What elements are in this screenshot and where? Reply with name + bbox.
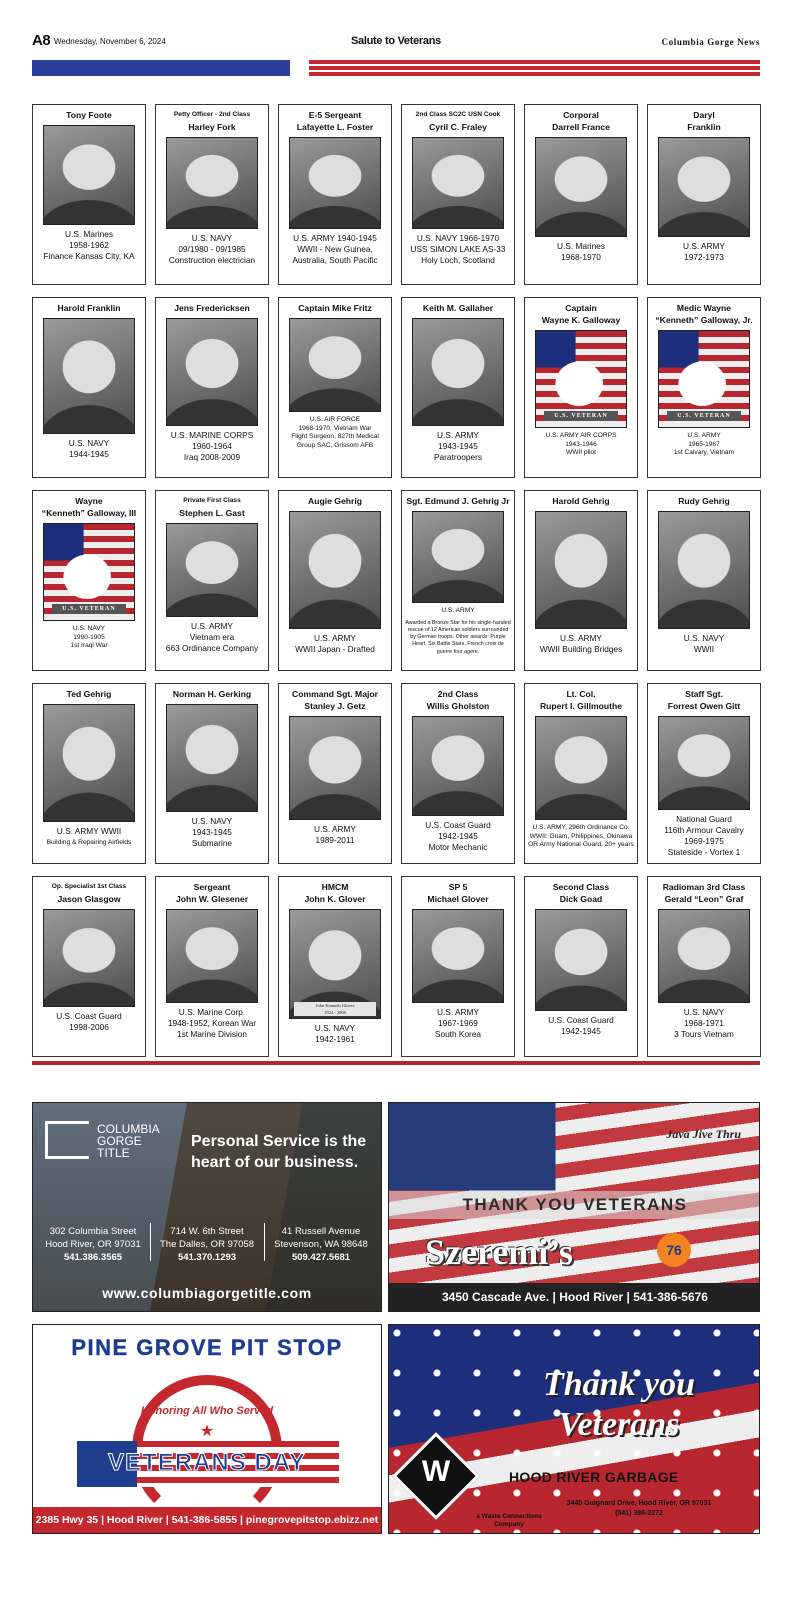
veteran-full-name: Stephen L. Gast <box>179 508 245 518</box>
service-line: 1967-1969 <box>438 1018 478 1028</box>
service-line: U.S. NAVY <box>314 1023 356 1033</box>
veteran-card <box>524 490 638 671</box>
service-line: USS SIMON LAKE AS-33 <box>410 244 506 254</box>
ad-pine-grove-pit-stop[interactable] <box>32 1324 382 1534</box>
veteran-photo <box>43 909 135 1007</box>
service-line: WWII: Guam, Philippines, Okinawa <box>529 832 633 840</box>
veteran-name <box>427 688 489 712</box>
veteran-card <box>278 683 392 864</box>
sz-contact-bar: 3450 Cascade Ave. | Hood River | 541-386-5676 <box>389 1283 760 1311</box>
service-line: 1942-1945 <box>561 1026 601 1036</box>
veteran-card <box>401 490 515 671</box>
service-line: WWII Japan - Drafted <box>295 644 375 654</box>
service-line: U.S. ARMY AIR CORPS <box>545 432 617 439</box>
service-line: Motor Mechanic <box>428 842 488 852</box>
service-line: Holy Loch, Scotland <box>421 255 495 265</box>
veteran-rank: Daryl <box>693 110 715 120</box>
service-line: Australia, South Pacific <box>292 255 378 265</box>
hr-thank-you: Thank you Veterans <box>542 1366 696 1443</box>
veteran-card <box>401 876 515 1057</box>
service-line: 1943-1945 <box>438 441 478 451</box>
veteran-card <box>278 297 392 478</box>
veteran-photo <box>289 318 381 412</box>
veteran-full-name: Franklin <box>687 122 721 132</box>
veteran-full-name: “Kenneth” Galloway, Jr. <box>655 315 753 325</box>
cgt-office-hood-river: 302 Columbia Street Hood River, OR 97031 541.386.3565 <box>45 1226 141 1263</box>
service-line: 1960-1964 <box>192 441 232 451</box>
veteran-card <box>278 490 392 671</box>
cgt-office-the-dalles: 714 W. 6th Street The Dalles, OR 97058 541.370.1293 <box>160 1226 254 1263</box>
veteran-name <box>179 495 244 519</box>
service-line: U.S. NAVY 1966-1970 <box>416 233 500 243</box>
veteran-full-name: Rudy Gehrig <box>678 496 730 506</box>
pg-title: PINE GROVE PIT STOP <box>71 1335 343 1360</box>
cgt-office-stevenson: 41 Russell Avenue Stevenson, WA 98648 509.427.5681 <box>274 1226 368 1263</box>
photo-caption: John Kenneth Glover 1924 - 2006 <box>294 1002 376 1016</box>
us-veteran-banner: U.S. VETERAN <box>52 604 126 614</box>
veteran-name <box>174 302 249 314</box>
veteran-rank: Lt. Col. <box>566 689 596 699</box>
w-logo-icon: W <box>421 1455 451 1488</box>
veteran-card <box>524 876 638 1057</box>
veteran-photo <box>535 909 627 1011</box>
section-divider <box>32 1061 760 1065</box>
veteran-name <box>678 495 730 507</box>
veteran-full-name: Jens Fredericksen <box>174 303 250 313</box>
veteran-name <box>427 881 488 905</box>
service-line: WWII <box>693 644 715 654</box>
veteran-full-name: Ted Gehrig <box>66 689 112 699</box>
ad-szeremis[interactable] <box>388 1102 760 1312</box>
veteran-name <box>66 109 112 121</box>
veteran-card <box>278 104 392 285</box>
veteran-card <box>32 876 146 1057</box>
veteran-photo <box>412 909 504 1003</box>
service-info <box>168 1007 256 1040</box>
sz-thank-you: THANK YOU VETERANS <box>389 1191 760 1219</box>
service-line: 1943-1945 <box>192 827 232 837</box>
service-line: 1st Marine Division <box>176 1029 248 1039</box>
service-line: 1968-1970 <box>561 252 601 262</box>
veteran-card <box>647 683 761 864</box>
ad-columbia-gorge-title[interactable] <box>32 1102 382 1312</box>
veteran-rank: E-5 Sergeant <box>308 110 362 120</box>
pg-contact-bar: 2385 Hwy 35 | Hood River | 541-386-5855 | pinegrovepitstop.ebizz.net <box>33 1507 381 1533</box>
veteran-rank: Medic Wayne <box>676 303 732 313</box>
service-info <box>43 229 134 262</box>
service-line: 1st Iraqi War <box>70 642 108 650</box>
service-line: WWII - New Guinea, <box>297 244 373 254</box>
service-info <box>557 241 605 263</box>
red-stripes <box>309 60 760 76</box>
veteran-rank: Corporal <box>563 110 599 120</box>
service-info <box>674 432 734 458</box>
veteran-photo <box>289 137 381 229</box>
veteran-name <box>67 688 112 700</box>
veteran-full-name: Harold Franklin <box>57 303 121 313</box>
service-info <box>291 416 379 450</box>
page-number: A8 <box>32 32 51 49</box>
veteran-photo <box>166 318 258 426</box>
service-line: Construction electrician <box>168 255 256 265</box>
service-line: Building & Repairing Airfields <box>46 839 132 846</box>
veteran-flag-graphic <box>43 523 135 621</box>
service-info <box>425 820 490 853</box>
veteran-card <box>278 876 392 1057</box>
service-line: WWII pilot <box>565 449 597 457</box>
veteran-card <box>647 876 761 1057</box>
veteran-full-name: Stanley J. Getz <box>304 701 366 711</box>
veteran-rank: Op. Specialist 1st Class <box>51 883 127 890</box>
veteran-photo <box>535 511 627 629</box>
veteran-rank: SP 5 <box>448 882 468 892</box>
service-info <box>434 430 482 463</box>
veteran-name <box>304 881 365 905</box>
service-info <box>548 1015 613 1037</box>
newspaper-name: Columbia Gorge News <box>661 37 760 47</box>
service-info <box>540 633 623 655</box>
service-info <box>70 625 107 651</box>
service-line: 3 Tours Vietnam <box>674 1029 734 1039</box>
section-title: Salute to Veterans <box>351 35 441 47</box>
veteran-name <box>553 881 609 905</box>
service-info <box>683 241 725 263</box>
hr-waste-connections: a Waste Connections Company <box>476 1513 542 1528</box>
service-line: South Korea <box>434 1029 482 1039</box>
us-veteran-banner: U.S. VETERAN <box>667 411 741 421</box>
cgt-logo-text: COLUMBIA GORGE TITLE <box>97 1122 160 1160</box>
service-line: U.S. ARMY WWII <box>56 826 122 836</box>
veteran-card <box>401 104 515 285</box>
veteran-photo <box>289 909 381 1019</box>
service-line: U.S. ARMY <box>441 607 475 614</box>
service-line: U.S. ARMY <box>314 633 356 643</box>
veteran-full-name: Willis Gholston <box>426 701 490 711</box>
service-line: U.S. AIR FORCE <box>309 416 361 423</box>
service-info <box>684 633 724 655</box>
service-line: 1958-1962 <box>69 240 109 250</box>
service-line: 1972-1973 <box>684 252 724 262</box>
service-info <box>674 1007 734 1040</box>
service-info <box>295 633 375 655</box>
veteran-name <box>668 688 741 712</box>
veteran-name <box>687 109 720 133</box>
veteran-photo <box>289 511 381 629</box>
service-line: Vietnam era <box>189 632 235 642</box>
veteran-photo <box>412 511 504 603</box>
veteran-full-name: Harold Gehrig <box>552 496 610 506</box>
veteran-card <box>401 683 515 864</box>
veteran-card <box>401 297 515 478</box>
veteran-full-name: Augie Gehrig <box>308 496 362 506</box>
page-header <box>32 32 760 50</box>
service-line: U.S. ARMY <box>687 432 721 439</box>
veteran-name <box>173 688 251 700</box>
veteran-name <box>292 688 378 712</box>
veteran-full-name: Dick Goad <box>559 894 603 904</box>
veteran-photo <box>166 909 258 1003</box>
service-line: U.S. ARMY <box>314 824 356 834</box>
service-line: U.S. Marine Corp. <box>178 1007 246 1017</box>
service-line: U.S. NAVY <box>68 438 110 448</box>
szeremis-logo: Szeremi’s <box>425 1232 573 1272</box>
service-line: U.S. ARMY <box>437 430 479 440</box>
veteran-photo <box>412 318 504 426</box>
service-info <box>435 1007 481 1040</box>
veteran-card <box>647 297 761 478</box>
veteran-rank: Captain <box>565 303 597 313</box>
veteran-name <box>42 495 136 519</box>
service-info <box>314 824 356 846</box>
service-line: 1965-1967 <box>688 440 720 448</box>
veteran-card <box>524 104 638 285</box>
service-line: 1998-2006 <box>69 1022 109 1032</box>
service-line: 1st Calvary, Vietnam <box>673 449 735 457</box>
veteran-photo <box>43 125 135 225</box>
veteran-photo <box>535 716 627 820</box>
pg-honoring-text: Honoring All Who Served <box>140 1405 274 1417</box>
veteran-full-name: Michael Glover <box>427 894 489 904</box>
service-line: Stateside - Vortex 1 <box>667 847 741 857</box>
veteran-card <box>155 297 269 478</box>
service-line: U.S. MARINE CORPS <box>170 430 254 440</box>
service-line: Group SAC, Grissom AFB <box>296 441 374 449</box>
veteran-name <box>542 302 620 326</box>
service-info <box>166 621 258 654</box>
service-info <box>546 432 617 458</box>
veteran-rank: 2nd Class SC2C USN Cook <box>415 111 501 118</box>
veteran-photo <box>658 511 750 629</box>
veteran-card <box>647 490 761 671</box>
issue-date: Wednesday, November 6, 2024 <box>54 37 166 46</box>
veteran-rank: Command Sgt. Major <box>292 689 378 699</box>
veterans-grid <box>32 104 760 1060</box>
service-line: U.S. ARMY <box>683 241 725 251</box>
veteran-card <box>32 104 146 285</box>
veteran-full-name: Lafayette L. Foster <box>296 122 374 132</box>
veteran-card <box>647 104 761 285</box>
veteran-rank: Petty Officer - 2nd Class <box>173 111 251 118</box>
veteran-card <box>32 683 146 864</box>
veteran-full-name: Rupert I. Gillmouthe <box>539 701 623 711</box>
service-line: 1968-1971 <box>684 1018 724 1028</box>
service-line: National Guard <box>676 814 732 824</box>
veteran-photo <box>289 716 381 820</box>
service-line: Flight Surgeon, 827th Medical <box>291 433 379 441</box>
veteran-rank: Private First Class <box>183 497 241 504</box>
veteran-full-name: Tony Foote <box>66 110 112 120</box>
veteran-full-name: Norman H. Gerking <box>172 689 252 699</box>
veteran-photo <box>412 716 504 816</box>
service-line: 1968-1970, Vietnam War <box>298 424 372 432</box>
service-info <box>664 814 744 858</box>
veteran-full-name: Keith M. Gallaher <box>422 303 494 313</box>
service-line: U.S. ARMY <box>560 633 602 643</box>
veteran-rank: HMCM <box>321 882 349 892</box>
service-line: U.S. Coast Guard <box>548 1015 614 1025</box>
veteran-name <box>663 881 746 905</box>
service-line: 116th Armour Cavalry <box>664 825 744 835</box>
veteran-card <box>155 490 269 671</box>
service-line: 1942-1945 <box>438 831 478 841</box>
veteran-card <box>155 683 269 864</box>
service-line: U.S. NAVY <box>683 633 725 643</box>
service-line: 1942-1961 <box>315 1034 355 1044</box>
veteran-name <box>52 881 126 905</box>
service-line: 1944-1945 <box>69 449 109 459</box>
service-line: U.S. NAVY <box>683 1007 725 1017</box>
service-line: Finance Kansas City, KA <box>43 251 135 261</box>
service-line: U.S. ARMY, 296th Ordinance Co. <box>532 824 630 831</box>
star-icon: ★ <box>199 1423 215 1440</box>
java-jive-logo: Java Jive Thru <box>666 1127 741 1141</box>
veteran-full-name: John K. Glover <box>304 894 366 904</box>
veteran-rank: Radioman 3rd Class <box>662 882 746 892</box>
veteran-photo <box>43 704 135 822</box>
veteran-full-name: Gerald “Leon” Graf <box>664 894 744 904</box>
cgt-tagline: Personal Service is the heart of our business. <box>191 1133 367 1171</box>
service-info <box>528 824 634 850</box>
veteran-full-name: Wayne K. Galloway <box>541 315 621 325</box>
veteran-rank: Staff Sgt. <box>685 689 723 699</box>
veteran-name <box>298 302 372 314</box>
service-line: Awarded a Bronze Star for his single-handed rescue of 12 American soldiers surrounded by German troops. Other awards: Purple Heart, Six Battle Stars, French croix de guerre four agere. <box>405 619 511 655</box>
ad-hood-river-garbage[interactable] <box>388 1324 760 1534</box>
veteran-card <box>155 876 269 1057</box>
service-line: U.S. Coast Guard <box>56 1011 122 1021</box>
cgt-website-link[interactable]: www.columbiagorgetitle.com <box>102 1285 312 1301</box>
veteran-name <box>406 495 509 507</box>
service-info <box>69 438 109 460</box>
veteran-full-name: “Kenneth” Galloway, III <box>41 508 137 518</box>
service-info <box>171 430 254 463</box>
veteran-full-name: Jason Glasgow <box>57 894 121 904</box>
veteran-card <box>524 683 638 864</box>
service-line: 1948-1952, Korean War <box>167 1018 257 1028</box>
service-line: U.S. NAVY <box>72 625 106 632</box>
service-line: 663 Ordinance Company <box>165 643 259 653</box>
veteran-photo <box>166 523 258 617</box>
service-info <box>169 233 255 266</box>
service-line: U.S. Coast Guard <box>425 820 491 830</box>
service-line: Iraq 2008-2009 <box>183 452 241 462</box>
service-line: U.S. ARMY <box>191 621 233 631</box>
veteran-full-name: Sgt. Edmund J. Gehrig Jr <box>406 496 510 506</box>
veteran-card <box>524 297 638 478</box>
veteran-photo <box>658 909 750 1003</box>
veteran-photo <box>43 318 135 434</box>
veteran-photo <box>658 137 750 237</box>
service-line: U.S. ARMY <box>437 1007 479 1017</box>
veteran-name <box>297 109 373 133</box>
service-line: WWII Building Bridges <box>539 644 623 654</box>
service-info <box>47 826 132 848</box>
service-info <box>315 1023 355 1045</box>
pg-veterans-day: VETERANS DAY <box>108 1449 306 1476</box>
veteran-full-name: Forrest Owen Gitt <box>667 701 741 711</box>
veteran-card <box>32 297 146 478</box>
veteran-name <box>416 109 501 133</box>
veteran-card <box>155 104 269 285</box>
veteran-photo <box>166 704 258 812</box>
veteran-photo <box>166 137 258 229</box>
76-gas-icon: 76 <box>657 1233 691 1267</box>
cgt-logo-icon <box>45 1121 89 1159</box>
veteran-flag-graphic <box>658 330 750 428</box>
veteran-full-name: Darrell France <box>552 122 610 132</box>
service-info <box>411 233 506 266</box>
veteran-name <box>174 109 250 133</box>
service-info <box>405 607 511 656</box>
veteran-name <box>57 302 120 314</box>
veteran-name <box>540 688 622 712</box>
service-line: OR Army National Guard, 20+ years <box>528 841 634 849</box>
veteran-full-name: Cyril C. Fraley <box>429 122 487 132</box>
veteran-full-name: John W. Glesener <box>175 894 249 904</box>
veteran-full-name: Captain Mike Fritz <box>298 303 372 313</box>
veteran-photo <box>535 137 627 237</box>
veteran-photo <box>658 716 750 810</box>
hr-address: 3440 Guignard Drive, Hood River, OR 97031 (541) 386-2272 <box>566 1500 712 1517</box>
veteran-name <box>308 495 362 507</box>
service-line: U.S. NAVY <box>191 233 233 243</box>
service-line: 1969-1975 <box>684 836 724 846</box>
service-line: U.S. Marines <box>557 241 605 251</box>
veteran-name <box>655 302 752 326</box>
veteran-photo <box>412 137 504 229</box>
veteran-name <box>552 109 610 133</box>
veteran-name <box>176 881 248 905</box>
service-line: 09/1980 - 09/1985 <box>178 244 246 254</box>
veteran-name <box>552 495 609 507</box>
service-line: 1943-1946 <box>565 440 597 448</box>
veteran-rank: Wayne <box>75 496 103 506</box>
service-info <box>192 816 232 849</box>
veteran-name <box>423 302 493 314</box>
service-line: Paratroopers <box>434 452 482 462</box>
veteran-full-name: Harley Fork <box>188 122 236 132</box>
blue-band <box>32 60 290 76</box>
veteran-card <box>32 490 146 671</box>
service-line: U.S. Marines <box>65 229 113 239</box>
service-line: U.S. NAVY <box>191 816 233 826</box>
service-info <box>292 233 377 266</box>
service-line: 1989-2011 <box>315 835 355 845</box>
service-info <box>56 1011 121 1033</box>
veteran-rank: Sergeant <box>193 882 231 892</box>
veteran-rank: Second Class <box>552 882 610 892</box>
service-line: 1990-1905 <box>73 633 105 641</box>
veteran-flag-graphic <box>535 330 627 428</box>
hr-company-name: HOOD RIVER GARBAGE <box>509 1469 679 1485</box>
service-line: Submarine <box>191 838 233 848</box>
us-veteran-banner: U.S. VETERAN <box>544 411 618 421</box>
veteran-rank: 2nd Class <box>437 689 479 699</box>
service-line: U.S. ARMY 1940-1945 <box>293 233 377 243</box>
